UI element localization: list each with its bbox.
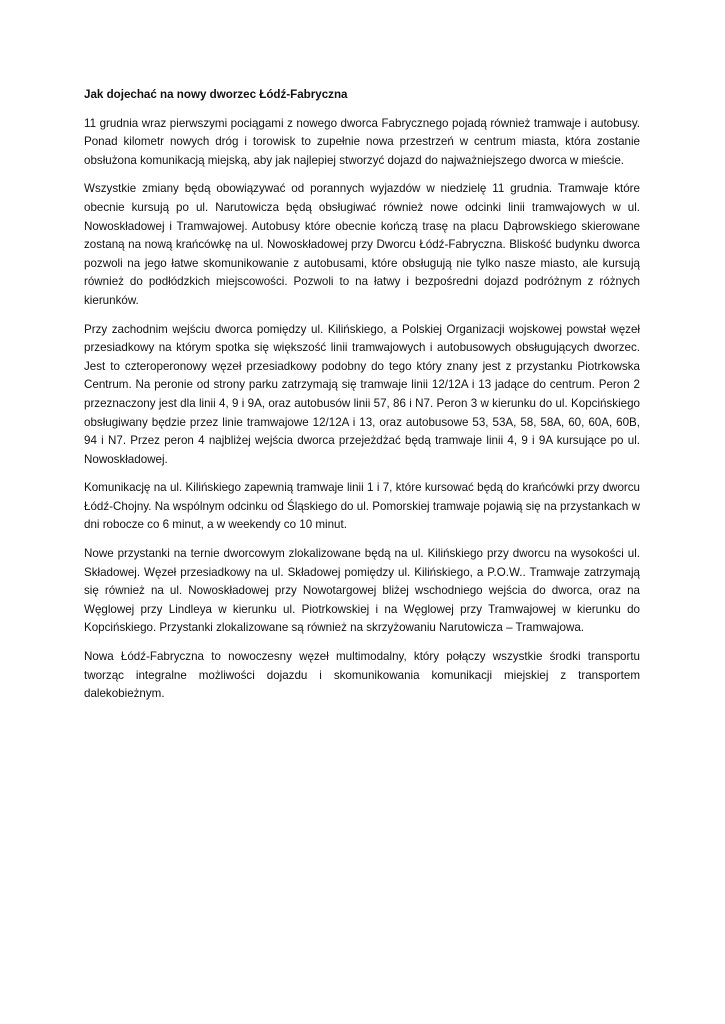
paragraph-kilinskiego: Komunikację na ul. Kilińskiego zapewnią tramwaje linii 1 i 7, które kursować będą do krańcówki przy dworcu Łódź-Chojny. Na wspólnym odcinku od Śląskiego do ul. Pomorskiej tramwaje pojawią się na przystankach w dni robocze co 6 minut, a w weekendy co 10 minut. xyxy=(84,481,640,532)
paragraph-summary: Nowa Łódź-Fabryczna to nowoczesny węzeł multimodalny, który połączy wszystkie środki transportu tworząc integralne możliwości dojazdu i skomunikowania komunikacji miejskiej z transportem dalekobieżnym. xyxy=(84,650,640,701)
paragraph-transfer-hub: Przy zachodnim wejściu dworca pomiędzy ul. Kilińskiego, a Polskiej Organizacji wojskowej powstał węzeł przesiadkowy na którym spotka się większość linii tramwajowych i autobusowych obsługujących dworzec. Jest to czteroperonowy węzeł przesiadkowy podobny do tego który znany jest z przystanku Piotrkowska Centrum. Na peronie od strony parku zatrzymają się tramwaje linii 12/12A i 13 jadące do centrum. Peron 2 przeznaczony jest dla linii 4, 9 i 9A, oraz autobusów linii 57, 86 i N7. Peron 3 w kierunku do ul. Kopcińskiego obsługiwany będzie przez linie tramwajowe 12/12A i 13, oraz autobusowe 53, 53A, 58, 58A, 60, 60A, 60B, 94 i N7. Przez peron 4 najbliżej wejścia dworca przejeżdżać będą tramwaje linii 4, 9 i 9A kursujące po ul. Nowoskładowej. xyxy=(84,322,640,466)
document-title: Jak dojechać na nowy dworzec Łódź-Fabryczna xyxy=(84,88,348,101)
paragraph-new-stops: Nowe przystanki na ternie dworcowym zlokalizowane będą na ul. Kilińskiego przy dworcu na wysokości ul. Składowej. Węzeł przesiadkowy na ul. Składowej pomiędzy ul. Kilińskiego, a P.O.W.. Tramwaje zatrzymają się również na ul. Nowoskładowej przy Nowotargowej bliżej wschodniego wejścia do dworca, oraz na Węglowej przy Lindleya w kierunku ul. Piotrkowskiej i na Węglowej przy Tramwajowej w kierunku do Kopcińskiego. Przystanki zlokalizowane są również na skrzyżowaniu Narutowicza – Tramwajowa. xyxy=(84,547,640,635)
paragraph-intro: 11 grudnia wraz pierwszymi pociągami z nowego dworca Fabrycznego pojadą również tramwaje i autobusy. Ponad kilometr nowych dróg i torowisk to zupełnie nowa przestrzeń w centrum miasta, która zostanie obsłużona komunikacją miejską, aby jak najlepiej stworzyć dojazd do najważniejszego dworca w mieście. xyxy=(84,116,640,167)
paragraph-changes: Wszystkie zmiany będą obowiązywać od porannych wyjazdów w niedzielę 11 grudnia. Tramwaje które obecnie kursują po ul. Narutowicza będą obsługiwać również nowe odcinki linii tramwajowych w ul. Nowoskładowej i Tramwajowej. Autobusy które obecnie kończą trasę na placu Dąbrowskiego skierowane zostaną na nową krańcówkę na ul. Nowoskładowej przy Dworcu Łódź-Fabryczna. Bliskość budynku dworca pozwoli na jego łatwe skomunikowanie z autobusami, które obsługują nie tylko nasze miasto, ale kursują również do podłódzkich miejscowości. Pozwoli to na łatwy i bezpośredni dojazd podróżnym z różnych kierunków. xyxy=(84,182,640,307)
document-page xyxy=(84,86,640,714)
